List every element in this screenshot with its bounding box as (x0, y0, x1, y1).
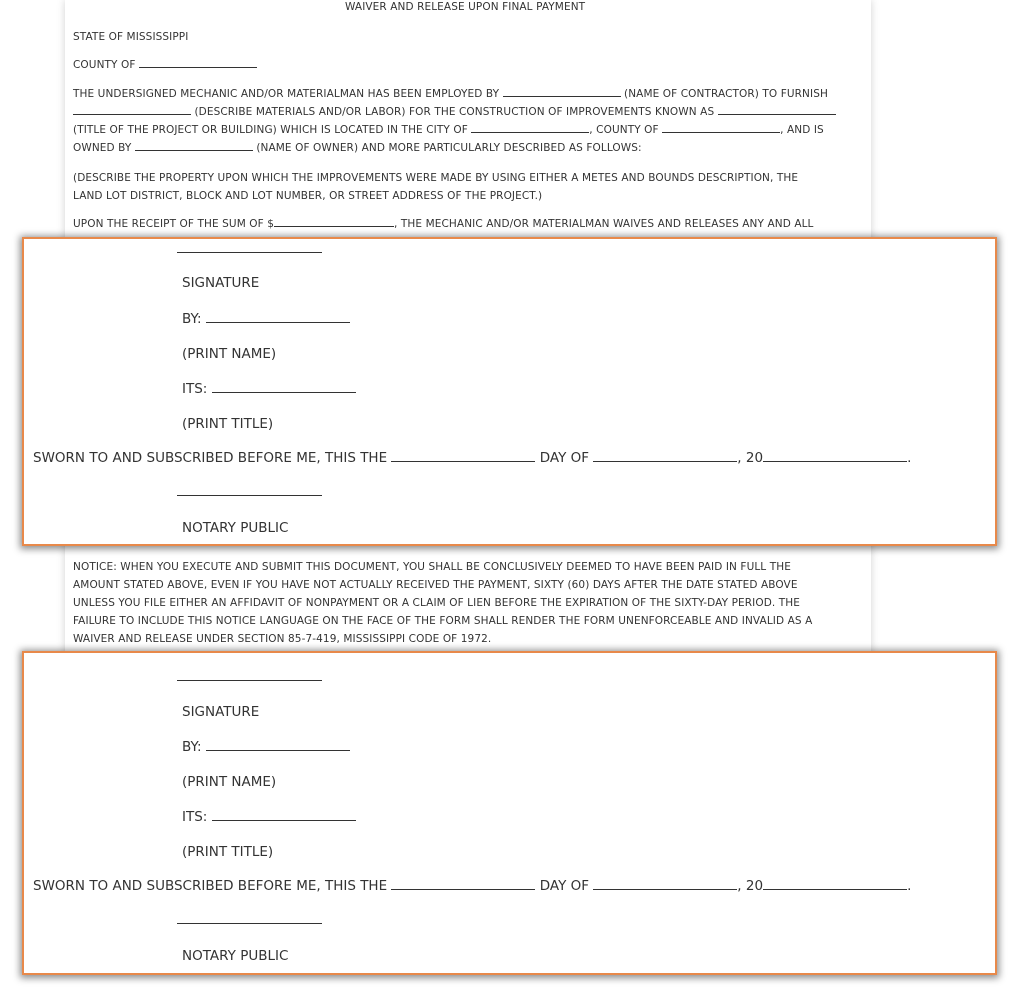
sum-field[interactable] (274, 226, 394, 227)
notary-label: NOTARY PUBLIC (182, 520, 289, 536)
notary-signature-line[interactable] (177, 923, 322, 924)
its-label: ITS: (182, 381, 208, 397)
print-title-label: (PRINT TITLE) (182, 844, 274, 860)
para2-line1: (DESCRIBE THE PROPERTY UPON WHICH THE IMPROVEMENTS WERE MADE BY USING EITHER A METES AND BOUNDS DESCRIPTION, THE (73, 172, 799, 184)
city-field[interactable] (471, 132, 589, 133)
year-field[interactable] (763, 461, 907, 462)
day-field[interactable] (391, 889, 535, 890)
by-row (182, 311, 350, 327)
its-field[interactable] (212, 820, 356, 821)
its-field[interactable] (212, 392, 356, 393)
notice-line-5: WAIVER AND RELEASE UNDER SECTION 85-7-419, MISSISSIPPI CODE OF 1972. (73, 633, 492, 645)
notice-line-1: NOTICE: WHEN YOU EXECUTE AND SUBMIT THIS DOCUMENT, YOU SHALL BE CONCLUSIVELY DEEMED TO HAVE BEEN PAID IN FULL THE (73, 561, 791, 573)
its-label: ITS: (182, 809, 208, 825)
para3-line1: UPON THE RECEIPT OF THE SUM OF $ , THE MECHANIC AND/OR MATERIALMAN WAIVES AND RELEASES ANY AND ALL (73, 218, 814, 230)
materials-field[interactable] (73, 114, 191, 115)
month-field[interactable] (593, 889, 737, 890)
notary-signature-line[interactable] (177, 495, 322, 496)
signature-label: SIGNATURE (182, 704, 260, 720)
year-field[interactable] (763, 889, 907, 890)
print-title-label: (PRINT TITLE) (182, 416, 274, 432)
by-row (182, 739, 350, 755)
signature-label: SIGNATURE (182, 275, 260, 291)
notice-line-2: AMOUNT STATED ABOVE, EVEN IF YOU HAVE NOT ACTUALLY RECEIVED THE PAYMENT, SIXTY (60) DAYS AFTER THE DATE STATED ABOVE (73, 579, 798, 591)
notice-line-4: FAILURE TO INCLUDE THIS NOTICE LANGUAGE ON THE FACE OF THE FORM SHALL RENDER THE FORM UNENFORCEABLE AND INVALID AS A (73, 615, 813, 627)
by-label: BY: (182, 739, 202, 755)
form-title: WAIVER AND RELEASE UPON FINAL PAYMENT (345, 1, 586, 13)
contractor-name-field[interactable] (503, 96, 621, 97)
signature-panel-1 (22, 237, 997, 546)
notary-label: NOTARY PUBLIC (182, 948, 289, 964)
owner-name-field[interactable] (135, 150, 253, 151)
improvements-field[interactable] (718, 114, 836, 115)
state-line: STATE OF MISSISSIPPI (73, 31, 189, 43)
its-row (182, 381, 356, 397)
print-name-label: (PRINT NAME) (182, 346, 277, 362)
by-label: BY: (182, 311, 202, 327)
sworn-row: SWORN TO AND SUBSCRIBED BEFORE ME, THIS THE DAY OF , 20 . (33, 878, 912, 894)
day-field[interactable] (391, 461, 535, 462)
signature-panel-2 (22, 651, 997, 975)
signature-line[interactable] (177, 252, 322, 253)
by-field[interactable] (206, 322, 350, 323)
by-field[interactable] (206, 750, 350, 751)
its-row (182, 809, 356, 825)
para1-line2: (DESCRIBE MATERIALS AND/OR LABOR) FOR THE CONSTRUCTION OF IMPROVEMENTS KNOWN AS (73, 106, 836, 118)
notice-line-3: UNLESS YOU FILE EITHER AN AFFIDAVIT OF NONPAYMENT OR A CLAIM OF LIEN BEFORE THE EXPIRATION OF THE SIXTY-DAY PERIOD. THE (73, 597, 801, 609)
para2-line2: LAND LOT DISTRICT, BLOCK AND LOT NUMBER, OR STREET ADDRESS OF THE PROJECT.) (73, 190, 543, 202)
para1-line3: (TITLE OF THE PROJECT OR BUILDING) WHICH IS LOCATED IN THE CITY OF , COUNTY OF , AND IS (73, 124, 824, 136)
para1-line4: OWNED BY (NAME OF OWNER) AND MORE PARTICULARLY DESCRIBED AS FOLLOWS: (73, 142, 642, 154)
month-field[interactable] (593, 461, 737, 462)
print-name-label: (PRINT NAME) (182, 774, 277, 790)
county-line (73, 59, 257, 71)
signature-line[interactable] (177, 680, 322, 681)
sworn-row: SWORN TO AND SUBSCRIBED BEFORE ME, THIS THE DAY OF , 20 . (33, 450, 912, 466)
para1-line1: THE UNDERSIGNED MECHANIC AND/OR MATERIALMAN HAS BEEN EMPLOYED BY (NAME OF CONTRACTOR) TO FURNISH (73, 88, 828, 100)
county-field[interactable] (139, 67, 257, 68)
project-county-field[interactable] (662, 132, 780, 133)
county-label: COUNTY OF (73, 59, 136, 71)
